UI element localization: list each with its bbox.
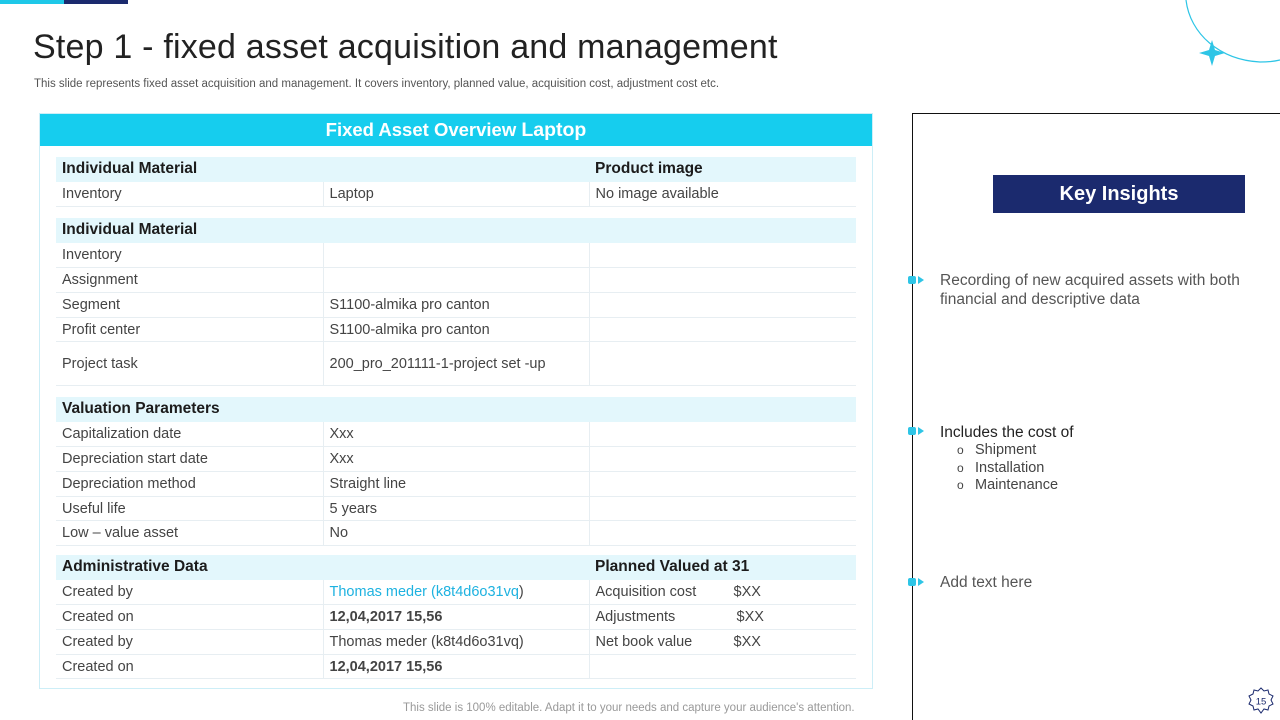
table-row [56, 182, 856, 207]
row-extra [589, 422, 856, 447]
row-extra [589, 496, 856, 521]
decorative-arc-sparkle-icon [1170, 0, 1280, 80]
table-row [56, 447, 856, 472]
cost-label: Adjustments [595, 608, 676, 625]
row-value: Laptop [323, 182, 589, 207]
table-row [56, 580, 856, 605]
row-value: 12,04,2017 15,56 [323, 605, 589, 630]
section-heading-right: Planned Valued at 31 [589, 555, 856, 580]
table-row [56, 654, 856, 679]
list-item: o Shipment [957, 442, 1058, 460]
row-value: Straight line [323, 471, 589, 496]
section-heading: Individual Material [56, 157, 589, 182]
row-label: Useful life [56, 496, 323, 521]
row-label: Inventory [56, 182, 323, 207]
section-heading: Individual Material [56, 218, 856, 243]
section-material-table [56, 218, 856, 386]
row-label: Created by [56, 629, 323, 654]
row-extra [589, 268, 856, 293]
fixed-asset-overview-card [39, 113, 873, 689]
row-value: 5 years [323, 496, 589, 521]
section-header-row [56, 218, 856, 243]
row-extra [589, 580, 856, 605]
project-task-link[interactable]: 200_pro_201111-1-project set -up [323, 342, 589, 386]
insight-text: Includes the cost of [940, 424, 1074, 441]
cost-value: $XX [733, 633, 761, 650]
row-value [323, 268, 589, 293]
section-header-row [56, 555, 856, 580]
row-label: Depreciation method [56, 471, 323, 496]
row-extra [589, 317, 856, 342]
arrow-bullet-icon [907, 577, 925, 587]
table-row [56, 471, 856, 496]
section-heading: Administrative Data [56, 555, 589, 580]
card-header [40, 114, 872, 146]
table-row [56, 292, 856, 317]
row-extra [589, 447, 856, 472]
row-extra [589, 654, 856, 679]
row-extra [589, 471, 856, 496]
table-row [56, 496, 856, 521]
row-value: Xxx [323, 447, 589, 472]
profit-center-link[interactable]: S1100-almika pro canton [323, 317, 589, 342]
section-heading-right: Product image [589, 157, 856, 182]
list-item: o Installation [957, 460, 1058, 478]
section-valuation-table [56, 397, 856, 546]
list-item: o Maintenance [957, 477, 1058, 495]
row-label: Inventory [56, 243, 323, 268]
table-row [56, 629, 856, 654]
row-label: Created on [56, 605, 323, 630]
table-row [56, 342, 856, 386]
footer-note: This slide is 100% editable. Adapt it to your needs and capture your audience's attention. [403, 702, 855, 714]
section-administrative-table [56, 555, 856, 679]
cost-label: Acquisition cost [595, 583, 697, 600]
row-extra [589, 292, 856, 317]
row-label: Created by [56, 580, 323, 605]
product-image-placeholder: No image available [589, 182, 856, 207]
top-accent-bar-navy [64, 0, 128, 4]
card-header-subject: Laptop [521, 119, 587, 141]
row-label: Low – value asset [56, 521, 323, 546]
insight-text: Recording of new acquired assets with both financial and descriptive data [940, 272, 1240, 308]
row-extra [589, 521, 856, 546]
row-value [323, 243, 589, 268]
creator-link[interactable]: Thomas meder (k8t4d6o31vq [329, 583, 519, 600]
row-extra [589, 629, 856, 654]
row-extra [589, 605, 856, 630]
row-extra [589, 342, 856, 386]
page-number-gear-icon [1245, 685, 1277, 717]
row-label: Capitalization date [56, 422, 323, 447]
row-label: Depreciation start date [56, 447, 323, 472]
segment-link[interactable]: S1100-almika pro canton [323, 292, 589, 317]
creator-link[interactable]: Thomas meder (k8t4d6o31vq) [323, 629, 589, 654]
section-heading: Valuation Parameters [56, 397, 856, 422]
table-row [56, 243, 856, 268]
table-row [56, 422, 856, 447]
row-value [323, 580, 589, 605]
page-number: 15 [1255, 696, 1267, 708]
row-label: Segment [56, 292, 323, 317]
cost-sublist [957, 442, 1058, 495]
table-row [56, 605, 856, 630]
row-value: 12,04,2017 15,56 [323, 654, 589, 679]
row-label: Project task [56, 342, 323, 386]
page-subtitle: This slide represents fixed asset acquisition and management. It covers inventory, planned value, acquisition cost, adjustment cost etc. [34, 78, 720, 90]
row-value: No [323, 521, 589, 546]
section-product-table [56, 157, 856, 207]
card-header-title: Fixed Asset Overview [325, 119, 522, 140]
row-label: Profit center [56, 317, 323, 342]
table-row [56, 268, 856, 293]
section-header-row [56, 397, 856, 422]
table-row [56, 521, 856, 546]
insight-text: Add text here [940, 574, 1033, 591]
cost-value: $XX [733, 583, 761, 600]
creator-link-suffix: ) [518, 583, 524, 600]
top-accent-bar-cyan [0, 0, 64, 4]
row-label: Created on [56, 654, 323, 679]
arrow-bullet-icon [907, 275, 925, 285]
row-label: Assignment [56, 268, 323, 293]
page-title: Step 1 - fixed asset acquisition and management [33, 28, 778, 66]
key-insights-label: Key Insights [993, 175, 1245, 213]
arrow-bullet-icon [907, 426, 925, 436]
row-extra [589, 243, 856, 268]
table-row [56, 317, 856, 342]
cost-label: Net book value [595, 633, 693, 650]
cost-value: $XX [736, 608, 764, 625]
row-value: Xxx [323, 422, 589, 447]
section-header-row [56, 157, 856, 182]
